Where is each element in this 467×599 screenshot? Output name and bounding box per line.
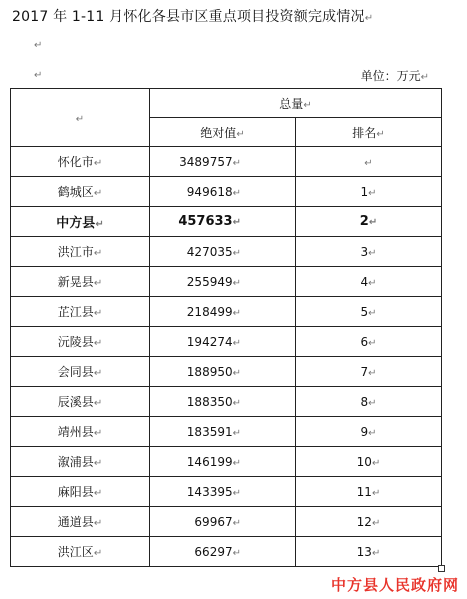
county-cell <box>11 447 150 477</box>
county-cell-text: 新晃县 <box>57 275 94 289</box>
table-resize-handle[interactable] <box>438 565 445 572</box>
table-row <box>11 387 442 417</box>
paragraph-mark-icon: ↵ <box>232 487 241 499</box>
value-cell <box>150 387 296 417</box>
county-cell <box>11 357 150 387</box>
rank-cell-text: 5 <box>360 304 369 319</box>
paragraph-mark-icon: ↵ <box>232 337 241 349</box>
paragraph-mark-icon: ↵ <box>75 113 85 125</box>
county-cell <box>11 387 150 417</box>
table-row <box>11 537 442 567</box>
table-header-row <box>11 89 442 118</box>
value-cell-text: 218499 <box>186 304 233 319</box>
paragraph-mark-icon: ↵ <box>93 308 103 319</box>
value-cell <box>150 267 296 297</box>
rank-cell <box>296 147 442 177</box>
paragraph-mark-icon: ↵ <box>232 307 241 319</box>
county-cell-text: 洪江区 <box>57 545 94 559</box>
paragraph-mark-icon: ↵ <box>93 518 103 529</box>
county-cell-text: 洪江市 <box>57 245 94 259</box>
document-title-text: 2017 年 1-11 月怀化各县市区重点项目投资额完成情况 <box>12 9 365 25</box>
rank-cell-text: 1 <box>360 184 369 199</box>
table-row <box>11 297 442 327</box>
paragraph-mark-icon: ↵ <box>232 367 241 379</box>
paragraph-mark-icon: ↵ <box>93 488 103 499</box>
header-group-total-label: 总量 <box>279 96 304 111</box>
table-row <box>11 177 442 207</box>
value-cell-text: 3489757 <box>179 154 233 169</box>
rank-cell <box>296 537 442 567</box>
value-cell-text: 457633 <box>178 214 233 229</box>
county-cell-text: 鹤城区 <box>57 185 94 199</box>
value-cell-text: 188950 <box>186 364 233 379</box>
county-cell-text: 沅陵县 <box>57 335 94 349</box>
rank-cell <box>296 417 442 447</box>
rank-cell <box>296 297 442 327</box>
value-cell-text: 949618 <box>186 184 233 199</box>
paragraph-mark-icon: ↵ <box>232 157 241 169</box>
county-cell <box>11 327 150 357</box>
header-group-total <box>150 89 442 118</box>
unit-label-text: 单位：万元 <box>360 69 421 83</box>
paragraph-mark-icon: ↵ <box>376 128 385 140</box>
rank-cell-text: 2 <box>359 214 369 229</box>
table-row <box>11 477 442 507</box>
county-cell-text: 中方县 <box>56 216 96 231</box>
table-row <box>11 417 442 447</box>
paragraph-mark-icon: ↵ <box>368 427 377 439</box>
value-cell <box>150 357 296 387</box>
rank-cell <box>296 267 442 297</box>
paragraph-mark-icon: ↵ <box>34 70 43 81</box>
paragraph-mark-icon: ↵ <box>232 187 241 199</box>
paragraph-mark-icon: ↵ <box>368 397 377 409</box>
county-cell-text: 芷江县 <box>57 305 94 319</box>
paragraph-mark-icon: ↵ <box>368 247 377 259</box>
table-row <box>11 147 442 177</box>
county-cell <box>11 177 150 207</box>
paragraph-mark-icon: ↵ <box>371 457 381 469</box>
paragraph-mark-icon: ↵ <box>232 547 241 559</box>
county-cell <box>11 237 150 267</box>
paragraph-mark-icon: ↵ <box>93 248 103 259</box>
paragraph-mark-icon: ↵ <box>368 277 377 289</box>
value-cell-text: 183591 <box>186 424 233 439</box>
value-cell-text: 143395 <box>186 484 233 499</box>
paragraph-mark-icon: ↵ <box>232 277 241 289</box>
paragraph-mark-icon: ↵ <box>364 157 373 169</box>
value-cell <box>150 147 296 177</box>
paragraph-mark-icon: ↵ <box>232 247 241 259</box>
paragraph-mark-icon: ↵ <box>93 398 103 409</box>
rank-cell-text: 9 <box>360 424 369 439</box>
paragraph-mark-icon: ↵ <box>420 72 429 83</box>
county-cell <box>11 147 150 177</box>
rank-cell <box>296 177 442 207</box>
rank-cell <box>296 237 442 267</box>
county-cell <box>11 207 150 237</box>
investment-table <box>10 88 442 567</box>
value-cell <box>150 537 296 567</box>
value-cell <box>150 237 296 267</box>
paragraph-mark-icon: ↵ <box>364 13 374 24</box>
rank-cell <box>296 207 442 237</box>
county-cell <box>11 477 150 507</box>
paragraph-mark-icon: ↵ <box>95 219 104 230</box>
value-cell-text: 255949 <box>186 274 233 289</box>
paragraph-mark-icon: ↵ <box>93 368 103 379</box>
value-cell <box>150 177 296 207</box>
county-cell-text: 怀化市 <box>57 155 94 169</box>
value-cell <box>150 477 296 507</box>
table-row <box>11 357 442 387</box>
value-cell-text: 66297 <box>194 544 233 559</box>
paragraph-mark-icon: ↵ <box>371 487 381 499</box>
rank-cell-text: 6 <box>360 334 369 349</box>
table-row <box>11 327 442 357</box>
value-cell-text: 146199 <box>186 454 233 469</box>
paragraph-mark-icon: ↵ <box>303 99 312 111</box>
county-cell-text: 辰溪县 <box>57 395 94 409</box>
rank-cell-text: 13 <box>356 544 372 559</box>
paragraph-mark-icon: ↵ <box>232 217 241 228</box>
paragraph-mark-icon: ↵ <box>368 337 377 349</box>
rank-cell-text: 8 <box>360 394 369 409</box>
paragraph-mark-icon: ↵ <box>232 427 241 439</box>
paragraph-mark-icon: ↵ <box>93 338 103 349</box>
rank-cell-text: 11 <box>356 484 372 499</box>
paragraph-mark-icon: ↵ <box>371 547 381 559</box>
county-cell <box>11 297 150 327</box>
value-cell <box>150 447 296 477</box>
rank-cell <box>296 387 442 417</box>
watermark: 中方县人民政府网 <box>330 576 459 594</box>
paragraph-mark-icon: ↵ <box>371 517 381 529</box>
value-cell <box>150 417 296 447</box>
header-rank-label: 排名 <box>352 125 377 140</box>
header-corner-cell <box>11 89 150 147</box>
rank-cell <box>296 327 442 357</box>
table-row <box>11 237 442 267</box>
paragraph-mark-icon: ↵ <box>368 187 377 199</box>
paragraph-mark-icon: ↵ <box>34 40 43 51</box>
county-cell <box>11 417 150 447</box>
paragraph-mark-icon: ↵ <box>93 158 103 169</box>
table-row <box>11 447 442 477</box>
paragraph-mark-icon: ↵ <box>236 128 245 140</box>
county-cell-text: 溆浦县 <box>57 455 94 469</box>
table-row <box>11 207 442 237</box>
value-cell-text: 69967 <box>194 514 233 529</box>
paragraph-mark-icon: ↵ <box>93 428 103 439</box>
table-row <box>11 267 442 297</box>
header-absolute-label: 绝对值 <box>200 125 237 140</box>
rank-cell-text: 10 <box>356 454 372 469</box>
rank-cell <box>296 447 442 477</box>
value-cell <box>150 507 296 537</box>
value-cell <box>150 297 296 327</box>
value-cell-text: 188350 <box>186 394 233 409</box>
county-cell-text: 靖州县 <box>57 425 94 439</box>
value-cell-text: 427035 <box>186 244 233 259</box>
rank-cell <box>296 507 442 537</box>
rank-cell <box>296 477 442 507</box>
rank-cell-text: 4 <box>360 274 369 289</box>
unit-label <box>361 67 429 84</box>
county-cell-text: 麻阳县 <box>57 485 94 499</box>
paragraph-mark-icon: ↵ <box>93 458 103 469</box>
paragraph-mark-icon: ↵ <box>93 188 103 199</box>
county-cell-text: 通道县 <box>57 515 94 529</box>
paragraph-mark-icon: ↵ <box>368 217 378 228</box>
rank-cell-text: 7 <box>360 364 369 379</box>
header-rank <box>296 118 442 147</box>
county-cell <box>11 267 150 297</box>
value-cell <box>150 327 296 357</box>
paragraph-mark-icon: ↵ <box>232 457 241 469</box>
paragraph-mark-icon: ↵ <box>93 278 103 289</box>
paragraph-mark-icon: ↵ <box>368 367 377 379</box>
paragraph-mark-icon: ↵ <box>232 517 241 529</box>
paragraph-mark-icon: ↵ <box>232 397 241 409</box>
paragraph-mark-icon: ↵ <box>93 548 103 559</box>
value-cell <box>150 207 296 237</box>
county-cell-text: 会同县 <box>57 365 94 379</box>
table-body <box>11 147 442 567</box>
header-absolute <box>150 118 296 147</box>
rank-cell <box>296 357 442 387</box>
rank-cell-text: 3 <box>360 244 369 259</box>
table-row <box>11 507 442 537</box>
paragraph-mark-icon: ↵ <box>368 307 377 319</box>
value-cell-text: 194274 <box>186 334 233 349</box>
county-cell <box>11 537 150 567</box>
document-title <box>0 6 467 26</box>
rank-cell-text: 12 <box>356 514 372 529</box>
county-cell <box>11 507 150 537</box>
